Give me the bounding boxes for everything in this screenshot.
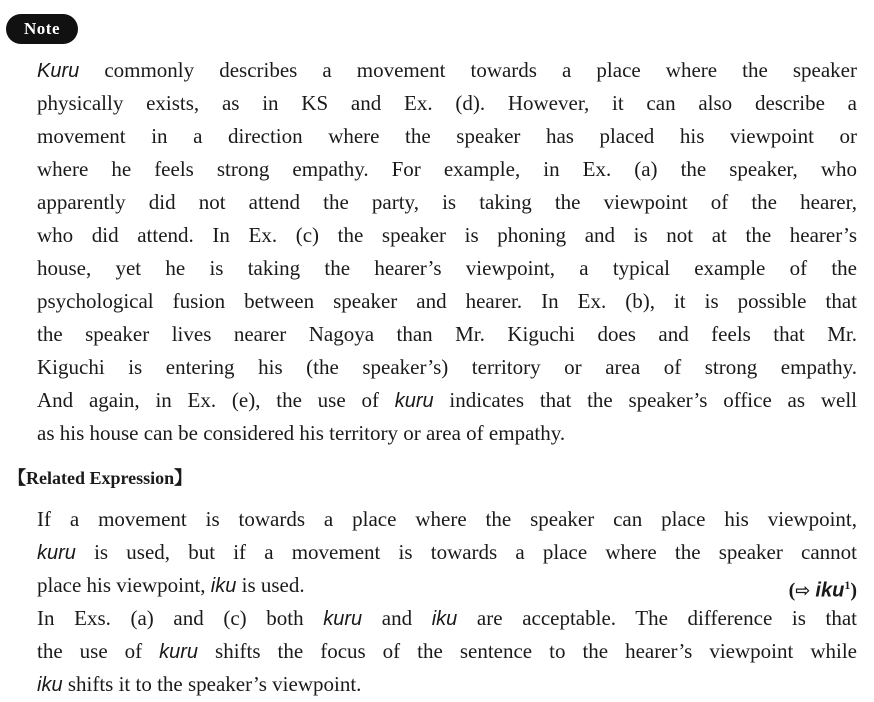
- text-run: the speaker lives nearer Nagoya than Mr. Kiguchi does and feels that Mr.: [37, 322, 857, 346]
- italic-term: kuru: [394, 390, 434, 412]
- text-run: shifts it to the speaker’s viewpoint.: [62, 672, 362, 696]
- text-line: [37, 417, 857, 450]
- text-run: as his house can be considered his territory or area of empathy.: [37, 421, 566, 445]
- note-paragraph: [37, 54, 857, 450]
- text-line: [37, 87, 857, 120]
- text-line: [37, 602, 857, 635]
- text-line: [37, 120, 857, 153]
- text-line: [37, 668, 857, 701]
- text-run: where he feels strong empathy. For example, in Ex. (a) the speaker, who: [37, 157, 857, 181]
- text-line: [37, 569, 857, 602]
- text-run: apparently did not attend the party, is taking the viewpoint of the hearer,: [37, 190, 857, 214]
- text-run: physically exists, as in KS and Ex. (d). However, it can also describe a: [37, 91, 857, 115]
- cross-reference: [789, 569, 857, 608]
- text-run: indicates that the speaker’s office as well: [433, 388, 857, 412]
- text-run: house, yet he is taking the hearer’s viewpoint, a typical example of the: [37, 256, 857, 280]
- italic-term: iku: [431, 608, 458, 630]
- xref-close-paren: ): [850, 579, 857, 602]
- text-line: [37, 635, 857, 668]
- text-run: are acceptable. The difference is that: [457, 606, 858, 630]
- text-line: [37, 351, 857, 384]
- text-line: [37, 219, 857, 252]
- text-line: [37, 186, 857, 219]
- text-run: and: [362, 606, 432, 630]
- italic-term: kuru: [323, 608, 363, 630]
- text-line: [37, 54, 857, 87]
- related-expression-paragraph: [37, 503, 857, 701]
- text-run: the use of: [37, 639, 160, 663]
- text-run: place his viewpoint,: [37, 573, 211, 597]
- text-run: movement in a direction where the speaker has placed his viewpoint or: [37, 124, 857, 148]
- text-run: is used, but if a movement is towards a place where the speaker cannot: [75, 540, 857, 564]
- italic-term: Kuru: [37, 60, 80, 82]
- note-badge: Note: [6, 14, 78, 44]
- text-run: Kiguchi is entering his (the speaker’s) territory or area of strong empathy.: [37, 355, 857, 379]
- text-run: shifts the focus of the sentence to the hearer’s viewpoint while: [198, 639, 857, 663]
- italic-term: iku: [37, 674, 63, 696]
- arrow-right-icon: ⇨: [795, 580, 811, 602]
- text-line: [37, 252, 857, 285]
- italic-term: iku: [210, 575, 237, 597]
- text-run: commonly describes a movement towards a place where the speaker: [79, 58, 857, 82]
- text-line: [37, 285, 857, 318]
- text-line: [37, 153, 857, 186]
- text-line: [37, 536, 857, 569]
- italic-term: kuru: [37, 542, 76, 564]
- related-expression-heading: 【Related Expression】: [8, 468, 193, 488]
- text-line: [37, 503, 857, 536]
- text-run: In Exs. (a) and (c) both: [37, 606, 324, 630]
- text-run: And again, in Ex. (e), the use of: [37, 388, 395, 412]
- text-run: If a movement is towards a place where the speaker can place his viewpoint,: [37, 507, 857, 531]
- text-line: [37, 318, 857, 351]
- text-run: psychological fusion between speaker and hearer. In Ex. (b), it is possible that: [37, 289, 857, 313]
- italic-term: kuru: [159, 641, 199, 663]
- text-line: [37, 384, 857, 417]
- text-run: is used.: [236, 573, 305, 597]
- xref-term: iku: [815, 579, 845, 602]
- xref-open-paren: (: [788, 579, 796, 602]
- text-run: who did attend. In Ex. (c) the speaker is phoning and is not at the hearer’s: [37, 223, 857, 247]
- xref-superscript: 1: [844, 578, 851, 592]
